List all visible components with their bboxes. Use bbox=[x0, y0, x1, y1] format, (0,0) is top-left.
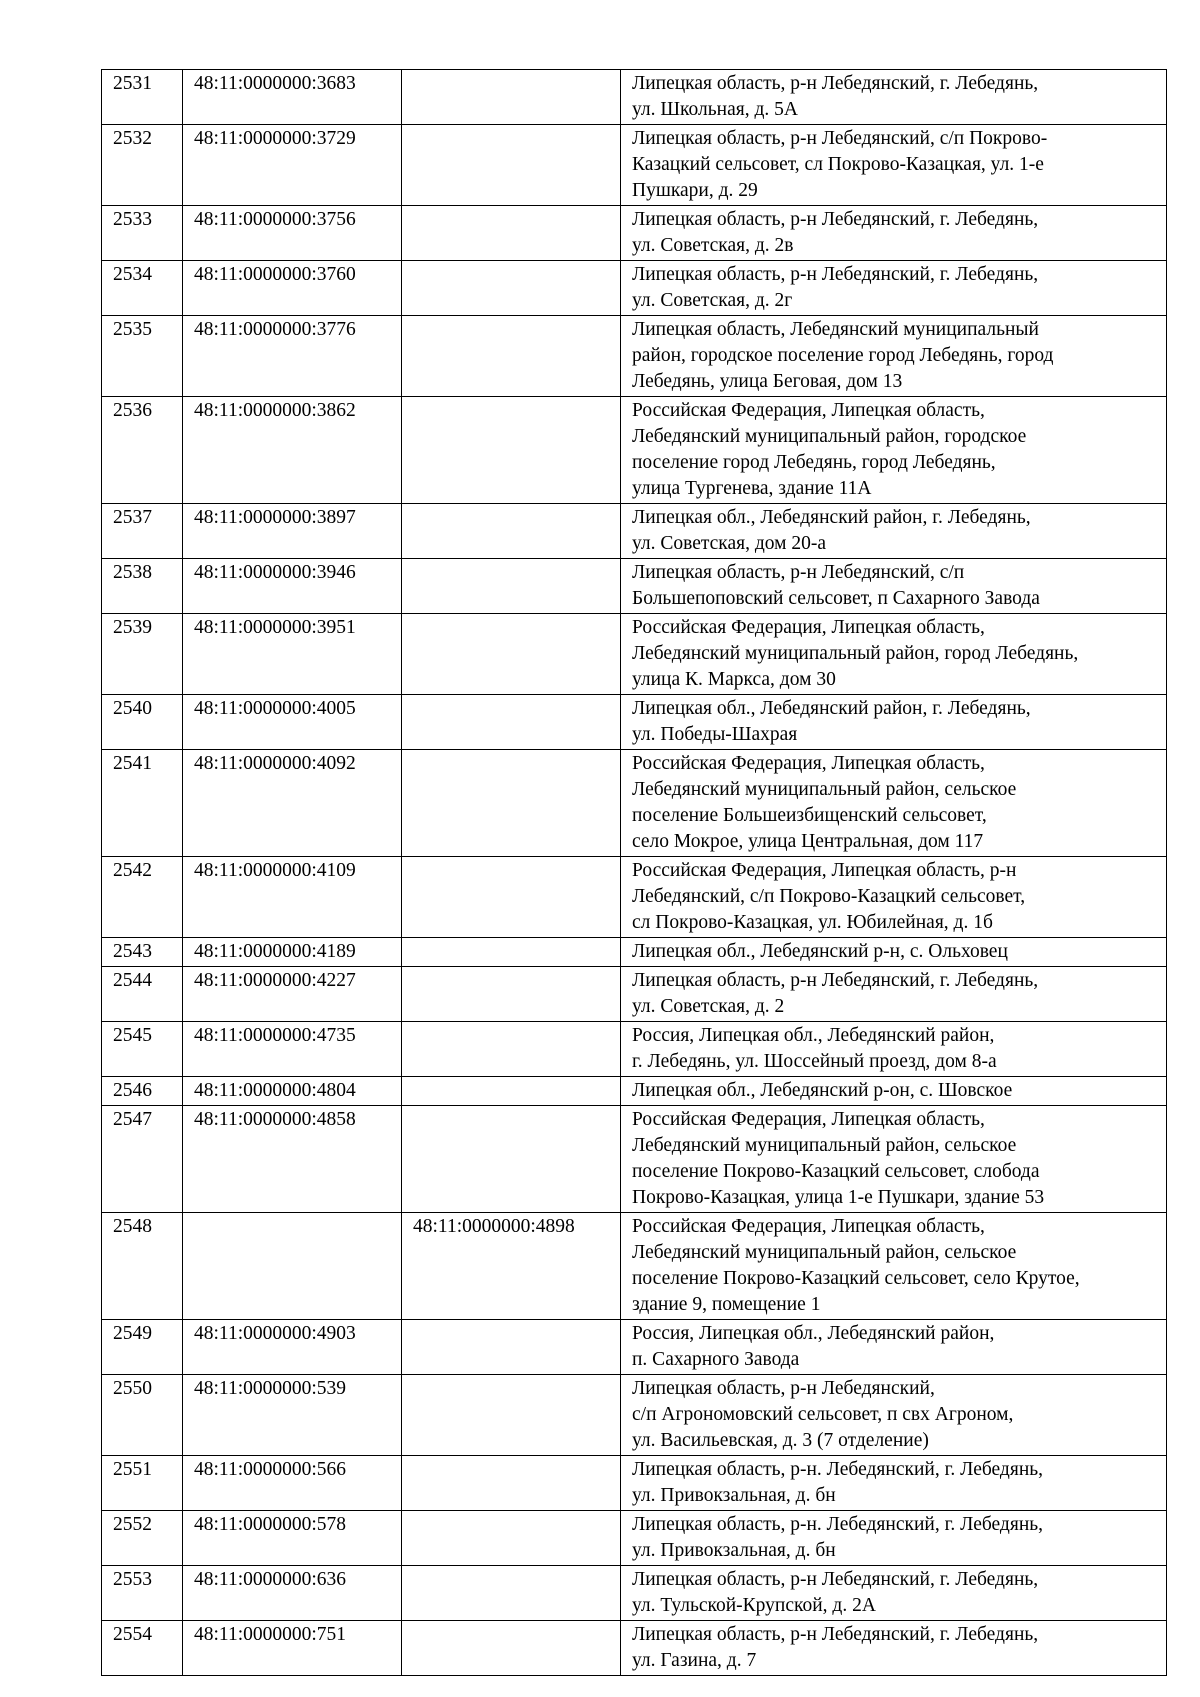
address-line: с/п Агрономовский сельсовет, п свх Агроном, bbox=[632, 1404, 1014, 1425]
address-line: Липецкая область, р-н Лебедянский, г. Лебедянь, bbox=[632, 264, 1039, 285]
address-line: ул. Советская, д. 2г bbox=[632, 290, 793, 311]
table-row bbox=[102, 1375, 1167, 1456]
address-line: Российская Федерация, Липецкая область, р-н bbox=[632, 860, 1017, 881]
address-line: Лебедянский, с/п Покрово-Казацкий сельсовет, bbox=[632, 886, 1026, 907]
cadastral-number-cell: 48:11:0000000:4092 bbox=[183, 750, 402, 857]
registry-table-body bbox=[102, 70, 1167, 1676]
cadastral-number-cell: 48:11:0000000:578 bbox=[183, 1511, 402, 1566]
address-cell bbox=[621, 1566, 1167, 1621]
cadastral-number-cell: 48:11:0000000:751 bbox=[183, 1621, 402, 1676]
address-line: поселение Большеизбищенский сельсовет, bbox=[632, 805, 987, 826]
address-line: село Мокрое, улица Центральная, дом 117 bbox=[632, 831, 984, 852]
address-cell bbox=[621, 938, 1167, 967]
address-cell bbox=[621, 397, 1167, 504]
row-number-cell: 2547 bbox=[102, 1106, 183, 1213]
address-line: Липецкая область, Лебедянский муниципальный bbox=[632, 319, 1039, 340]
row-number-cell: 2546 bbox=[102, 1077, 183, 1106]
address-line: Липецкая область, р-н Лебедянский, г. Лебедянь, bbox=[632, 970, 1039, 991]
address-line: Липецкая область, р-н Лебедянский, с/п Покрово- bbox=[632, 128, 1048, 149]
address-cell bbox=[621, 1621, 1167, 1676]
cadastral-number-cell: 48:11:0000000:3862 bbox=[183, 397, 402, 504]
address-cell bbox=[621, 1077, 1167, 1106]
secondary-cadastral-number-cell bbox=[402, 938, 621, 967]
cadastral-number-cell: 48:11:0000000:3756 bbox=[183, 206, 402, 261]
secondary-cadastral-number-cell bbox=[402, 1077, 621, 1106]
cadastral-number-cell: 48:11:0000000:4903 bbox=[183, 1320, 402, 1375]
cadastral-number-cell: 48:11:0000000:539 bbox=[183, 1375, 402, 1456]
address-line: Липецкая область, р-н Лебедянский, г. Лебедянь, bbox=[632, 1569, 1039, 1590]
address-cell bbox=[621, 504, 1167, 559]
row-number-cell: 2543 bbox=[102, 938, 183, 967]
row-number-cell: 2535 bbox=[102, 316, 183, 397]
address-cell bbox=[621, 559, 1167, 614]
address-line: Лебедянь, улица Беговая, дом 13 bbox=[632, 371, 903, 392]
secondary-cadastral-number-cell bbox=[402, 125, 621, 206]
address-line: г. Лебедянь, ул. Шоссейный проезд, дом 8-а bbox=[632, 1051, 997, 1072]
row-number-cell: 2542 bbox=[102, 857, 183, 938]
cadastral-number-cell: 48:11:0000000:566 bbox=[183, 1456, 402, 1511]
table-row bbox=[102, 125, 1167, 206]
address-line: улица Тургенева, здание 11А bbox=[632, 478, 872, 499]
address-line: Липецкая обл., Лебедянский район, г. Лебедянь, bbox=[632, 507, 1031, 528]
address-line: Пушкари, д. 29 bbox=[632, 180, 758, 201]
address-cell bbox=[621, 750, 1167, 857]
address-line: ул. Привокзальная, д. бн bbox=[632, 1485, 836, 1506]
address-line: сл Покрово-Казацкая, ул. Юбилейная, д. 1б bbox=[632, 912, 993, 933]
address-line: ул. Газина, д. 7 bbox=[632, 1650, 757, 1671]
address-line: Российская Федерация, Липецкая область, bbox=[632, 617, 985, 638]
address-line: Лебедянский муниципальный район, город Лебедянь, bbox=[632, 643, 1079, 664]
address-line: Липецкая область, р-н Лебедянский, г. Лебедянь, bbox=[632, 209, 1039, 230]
address-line: Липецкая область, р-н Лебедянский, г. Лебедянь, bbox=[632, 73, 1039, 94]
address-line: поселение Покрово-Казацкий сельсовет, слобода bbox=[632, 1161, 1040, 1182]
address-cell bbox=[621, 695, 1167, 750]
cadastral-number-cell bbox=[183, 1213, 402, 1320]
secondary-cadastral-number-cell: 48:11:0000000:4898 bbox=[402, 1213, 621, 1320]
table-row bbox=[102, 1106, 1167, 1213]
row-number-cell: 2554 bbox=[102, 1621, 183, 1676]
address-cell bbox=[621, 1106, 1167, 1213]
table-row bbox=[102, 938, 1167, 967]
address-line: Россия, Липецкая обл., Лебедянский район, bbox=[632, 1323, 995, 1344]
secondary-cadastral-number-cell bbox=[402, 397, 621, 504]
table-row bbox=[102, 397, 1167, 504]
address-cell bbox=[621, 857, 1167, 938]
row-number-cell: 2544 bbox=[102, 967, 183, 1022]
address-cell bbox=[621, 1511, 1167, 1566]
address-line: район, городское поселение город Лебедянь, город bbox=[632, 345, 1054, 366]
row-number-cell: 2552 bbox=[102, 1511, 183, 1566]
table-row bbox=[102, 316, 1167, 397]
row-number-cell: 2536 bbox=[102, 397, 183, 504]
secondary-cadastral-number-cell bbox=[402, 504, 621, 559]
table-row bbox=[102, 70, 1167, 125]
address-line: Липецкая область, р-н Лебедянский, г. Лебедянь, bbox=[632, 1624, 1039, 1645]
row-number-cell: 2541 bbox=[102, 750, 183, 857]
row-number-cell: 2533 bbox=[102, 206, 183, 261]
address-line: ул. Школьная, д. 5А bbox=[632, 99, 798, 120]
address-line: поселение Покрово-Казацкий сельсовет, село Крутое, bbox=[632, 1268, 1080, 1289]
address-line: Российская Федерация, Липецкая область, bbox=[632, 400, 985, 421]
row-number-cell: 2548 bbox=[102, 1213, 183, 1320]
cadastral-number-cell: 48:11:0000000:3951 bbox=[183, 614, 402, 695]
address-line: ул. Тульской-Крупской, д. 2А bbox=[632, 1595, 876, 1616]
table-row bbox=[102, 695, 1167, 750]
table-row bbox=[102, 1213, 1167, 1320]
cadastral-number-cell: 48:11:0000000:4735 bbox=[183, 1022, 402, 1077]
cadastral-number-cell: 48:11:0000000:4109 bbox=[183, 857, 402, 938]
address-line: Российская Федерация, Липецкая область, bbox=[632, 1109, 985, 1130]
secondary-cadastral-number-cell bbox=[402, 316, 621, 397]
row-number-cell: 2549 bbox=[102, 1320, 183, 1375]
address-line: п. Сахарного Завода bbox=[632, 1349, 800, 1370]
cadastral-number-cell: 48:11:0000000:3946 bbox=[183, 559, 402, 614]
cadastral-number-cell: 48:11:0000000:636 bbox=[183, 1566, 402, 1621]
row-number-cell: 2532 bbox=[102, 125, 183, 206]
registry-table bbox=[101, 69, 1167, 1676]
address-line: Российская Федерация, Липецкая область, bbox=[632, 1216, 985, 1237]
address-line: Большепоповский сельсовет, п Сахарного Завода bbox=[632, 588, 1040, 609]
secondary-cadastral-number-cell bbox=[402, 857, 621, 938]
address-line: Россия, Липецкая обл., Лебедянский район, bbox=[632, 1025, 995, 1046]
cadastral-number-cell: 48:11:0000000:4227 bbox=[183, 967, 402, 1022]
address-line: ул. Привокзальная, д. бн bbox=[632, 1540, 836, 1561]
address-cell bbox=[621, 206, 1167, 261]
address-line: улица К. Маркса, дом 30 bbox=[632, 669, 836, 690]
cadastral-number-cell: 48:11:0000000:4804 bbox=[183, 1077, 402, 1106]
address-cell bbox=[621, 1320, 1167, 1375]
address-cell bbox=[621, 70, 1167, 125]
secondary-cadastral-number-cell bbox=[402, 1022, 621, 1077]
address-line: Лебедянский муниципальный район, сельское bbox=[632, 1242, 1017, 1263]
row-number-cell: 2539 bbox=[102, 614, 183, 695]
secondary-cadastral-number-cell bbox=[402, 261, 621, 316]
address-line: Лебедянский муниципальный район, городское bbox=[632, 426, 1027, 447]
address-line: Липецкая область, р-н Лебедянский, bbox=[632, 1378, 935, 1399]
table-row bbox=[102, 206, 1167, 261]
table-row bbox=[102, 1320, 1167, 1375]
row-number-cell: 2540 bbox=[102, 695, 183, 750]
address-cell bbox=[621, 1375, 1167, 1456]
address-line: Липецкая область, р-н. Лебедянский, г. Лебедянь, bbox=[632, 1514, 1044, 1535]
secondary-cadastral-number-cell bbox=[402, 967, 621, 1022]
secondary-cadastral-number-cell bbox=[402, 750, 621, 857]
cadastral-number-cell: 48:11:0000000:3683 bbox=[183, 70, 402, 125]
address-line: Липецкая обл., Лебедянский р-н, с. Ольховец bbox=[632, 941, 1008, 962]
address-line: Липецкая область, р-н Лебедянский, с/п bbox=[632, 562, 965, 583]
address-line: ул. Советская, д. 2 bbox=[632, 996, 785, 1017]
row-number-cell: 2531 bbox=[102, 70, 183, 125]
address-line: Покрово-Казацкая, улица 1-е Пушкари, здание 53 bbox=[632, 1187, 1045, 1208]
secondary-cadastral-number-cell bbox=[402, 1320, 621, 1375]
secondary-cadastral-number-cell bbox=[402, 614, 621, 695]
address-cell bbox=[621, 614, 1167, 695]
address-cell bbox=[621, 125, 1167, 206]
row-number-cell: 2551 bbox=[102, 1456, 183, 1511]
secondary-cadastral-number-cell bbox=[402, 1375, 621, 1456]
table-row bbox=[102, 1566, 1167, 1621]
secondary-cadastral-number-cell bbox=[402, 1566, 621, 1621]
table-row bbox=[102, 857, 1167, 938]
row-number-cell: 2534 bbox=[102, 261, 183, 316]
cadastral-number-cell: 48:11:0000000:3760 bbox=[183, 261, 402, 316]
secondary-cadastral-number-cell bbox=[402, 1621, 621, 1676]
cadastral-number-cell: 48:11:0000000:3897 bbox=[183, 504, 402, 559]
table-row bbox=[102, 750, 1167, 857]
address-cell bbox=[621, 1456, 1167, 1511]
address-line: ул. Советская, д. 2в bbox=[632, 235, 794, 256]
secondary-cadastral-number-cell bbox=[402, 1511, 621, 1566]
address-cell bbox=[621, 261, 1167, 316]
row-number-cell: 2545 bbox=[102, 1022, 183, 1077]
row-number-cell: 2553 bbox=[102, 1566, 183, 1621]
secondary-cadastral-number-cell bbox=[402, 70, 621, 125]
address-line: Липецкая обл., Лебедянский район, г. Лебедянь, bbox=[632, 698, 1031, 719]
address-cell bbox=[621, 1022, 1167, 1077]
address-cell bbox=[621, 967, 1167, 1022]
row-number-cell: 2538 bbox=[102, 559, 183, 614]
row-number-cell: 2537 bbox=[102, 504, 183, 559]
table-row bbox=[102, 559, 1167, 614]
table-row bbox=[102, 1621, 1167, 1676]
address-line: здание 9, помещение 1 bbox=[632, 1294, 821, 1315]
address-line: Казацкий сельсовет, сл Покрово-Казацкая, ул. 1-е bbox=[632, 154, 1044, 175]
secondary-cadastral-number-cell bbox=[402, 695, 621, 750]
table-row bbox=[102, 1511, 1167, 1566]
secondary-cadastral-number-cell bbox=[402, 1456, 621, 1511]
cadastral-number-cell: 48:11:0000000:4189 bbox=[183, 938, 402, 967]
table-row bbox=[102, 261, 1167, 316]
address-line: Российская Федерация, Липецкая область, bbox=[632, 753, 985, 774]
address-cell bbox=[621, 1213, 1167, 1320]
address-line: поселение город Лебедянь, город Лебедянь, bbox=[632, 452, 996, 473]
table-row bbox=[102, 504, 1167, 559]
table-row bbox=[102, 1022, 1167, 1077]
cadastral-number-cell: 48:11:0000000:4858 bbox=[183, 1106, 402, 1213]
secondary-cadastral-number-cell bbox=[402, 559, 621, 614]
table-row bbox=[102, 1077, 1167, 1106]
secondary-cadastral-number-cell bbox=[402, 1106, 621, 1213]
address-cell bbox=[621, 316, 1167, 397]
address-line: ул. Победы-Шахрая bbox=[632, 724, 798, 745]
address-line: Лебедянский муниципальный район, сельское bbox=[632, 779, 1017, 800]
address-line: Лебедянский муниципальный район, сельское bbox=[632, 1135, 1017, 1156]
address-line: ул. Васильевская, д. 3 (7 отделение) bbox=[632, 1430, 929, 1451]
secondary-cadastral-number-cell bbox=[402, 206, 621, 261]
address-line: Липецкая область, р-н. Лебедянский, г. Лебедянь, bbox=[632, 1459, 1044, 1480]
row-number-cell: 2550 bbox=[102, 1375, 183, 1456]
address-line: ул. Советская, дом 20-а bbox=[632, 533, 827, 554]
cadastral-number-cell: 48:11:0000000:3729 bbox=[183, 125, 402, 206]
cadastral-number-cell: 48:11:0000000:3776 bbox=[183, 316, 402, 397]
address-line: Липецкая обл., Лебедянский р-он, с. Шовское bbox=[632, 1080, 1013, 1101]
table-row bbox=[102, 1456, 1167, 1511]
table-row bbox=[102, 967, 1167, 1022]
table-row bbox=[102, 614, 1167, 695]
cadastral-number-cell: 48:11:0000000:4005 bbox=[183, 695, 402, 750]
